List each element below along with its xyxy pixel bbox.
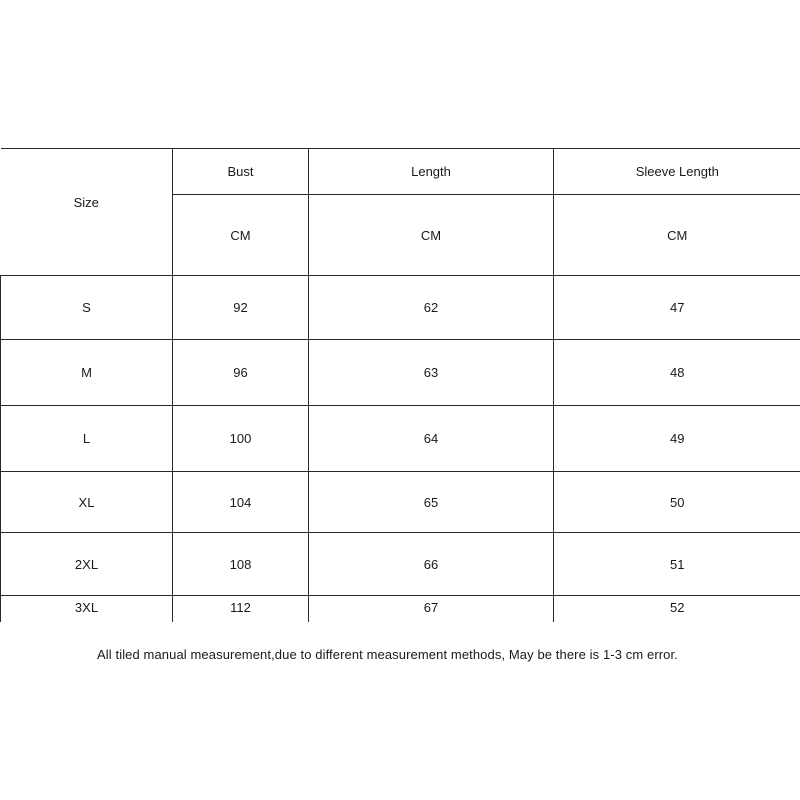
table-row [1,596,800,622]
bust-column-header: Bust [173,149,309,195]
sleeve-length-cell: 52 [554,596,800,622]
sleeve-length-unit: CM [554,195,800,276]
sleeve-length-cell: 50 [554,472,800,533]
bust-unit: CM [173,195,309,276]
bust-cell: 112 [173,596,309,622]
bust-cell: 104 [173,472,309,533]
bust-cell: 100 [173,406,309,472]
length-cell: 66 [309,533,554,596]
size-column-header: Size [1,149,173,276]
table-row [1,533,800,596]
size-cell: XL [1,472,173,533]
length-column-header: Length [309,149,554,195]
sleeve-length-column-header: Sleeve Length [554,149,800,195]
length-cell: 62 [309,276,554,340]
table-row [1,276,800,340]
size-cell: M [1,340,173,406]
sleeve-length-cell: 49 [554,406,800,472]
sleeve-length-cell: 48 [554,340,800,406]
size-cell: L [1,406,173,472]
length-cell: 63 [309,340,554,406]
sleeve-length-cell: 47 [554,276,800,340]
bust-cell: 108 [173,533,309,596]
length-cell: 65 [309,472,554,533]
bust-cell: 92 [173,276,309,340]
bust-cell: 96 [173,340,309,406]
table-row [1,472,800,533]
length-unit: CM [309,195,554,276]
table-row [1,406,800,472]
length-cell: 64 [309,406,554,472]
size-chart-table [0,148,800,622]
size-cell: 2XL [1,533,173,596]
size-cell: 3XL [1,596,173,622]
size-cell: S [1,276,173,340]
measurement-note: All tiled manual measurement,due to different measurement methods, May be there is 1-3 cm error. [97,647,678,662]
header-row-names [1,149,800,195]
sleeve-length-cell: 51 [554,533,800,596]
table-row [1,340,800,406]
length-cell: 67 [309,596,554,622]
